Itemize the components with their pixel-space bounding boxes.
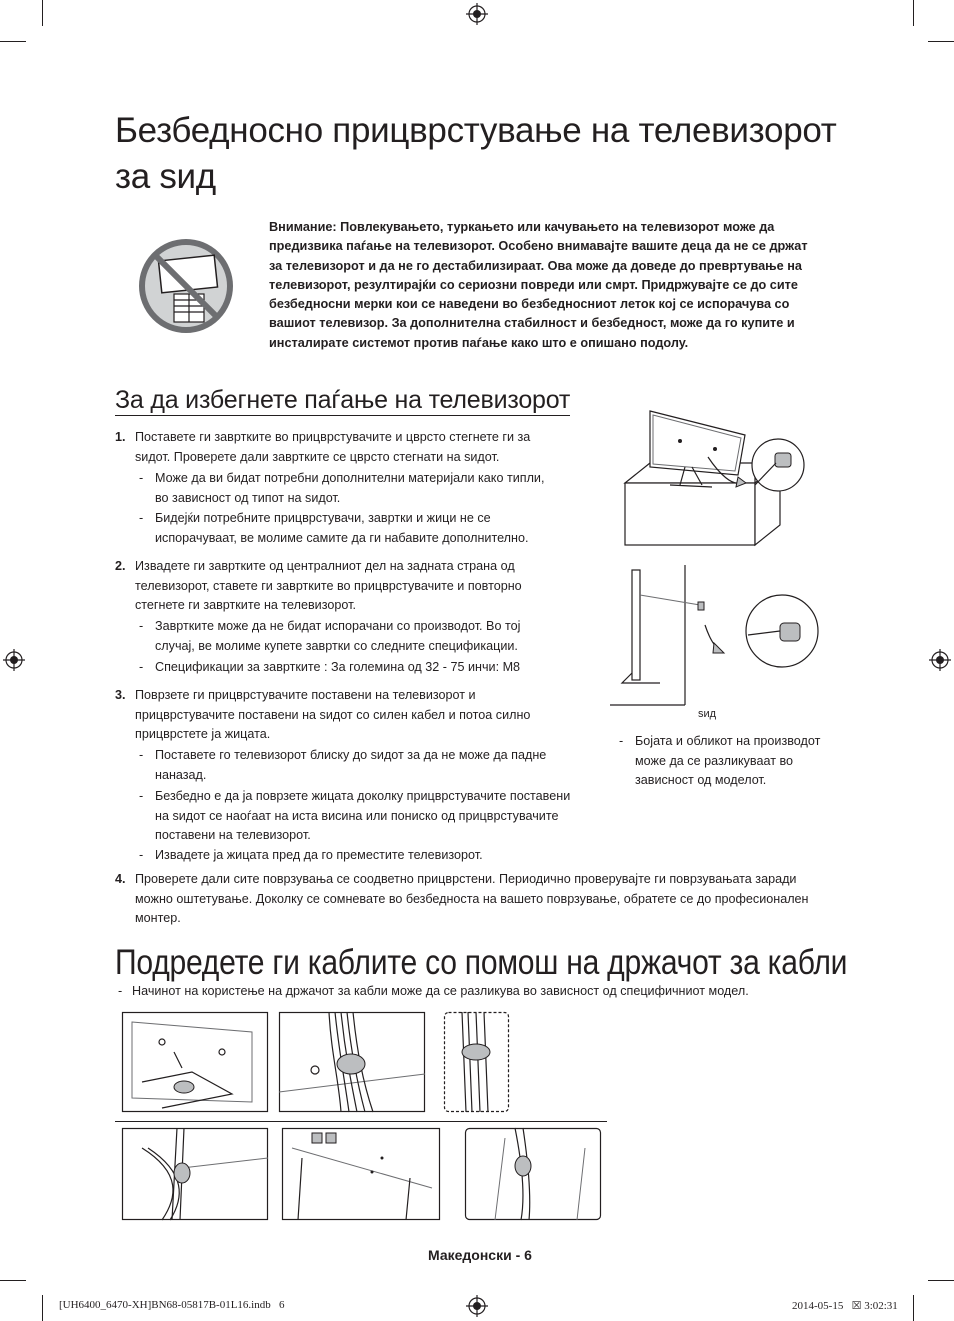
dash-bullet: - (139, 511, 144, 525)
crop-mark (0, 41, 26, 42)
step-subitem (139, 787, 609, 846)
section2-note-text: Начинот на користење на држачот за кабли може да се разликува во зависност од специфичниот модел. (132, 984, 749, 998)
crop-mark (913, 1295, 914, 1321)
step-subitem (139, 617, 599, 656)
step-line: прицврстувачите поставени на ѕидот со силен кабел и потоа силно (135, 707, 531, 722)
cable-holder-step-illustration (465, 1128, 601, 1220)
warning-line: телевизорот, резултирајќи со сериозни повреди или смрт. Придржувајте се до сите (269, 277, 798, 292)
step-subitem (139, 658, 599, 678)
dash-bullet: - (139, 619, 144, 633)
tv-wall-side-illustration (610, 565, 820, 710)
subitem-line: наназад. (155, 767, 207, 782)
page-title-line: за ѕид (115, 157, 216, 196)
subitem-line: во зависност од типот на ѕидот. (155, 490, 341, 505)
crop-mark (42, 1295, 43, 1321)
step-item (115, 686, 595, 745)
dash-bullet: - (139, 848, 144, 862)
subitem-line: Бидејќи потребните прицврстувачи, завртки и жици не се (155, 511, 491, 525)
crop-mark (928, 1280, 954, 1281)
page-title (115, 108, 875, 200)
step-line: Поставете ги завртките во прицврстувачите и цврсто стегнете ги за (135, 430, 531, 444)
subitem-line: Спецификации за завртките : За големина од 32 - 75 инчи: M8 (155, 660, 521, 674)
warning-line: безбедносни мерки кои се наведени во безбедносниот леток кој се испорачува со (269, 297, 790, 312)
step-item (115, 557, 595, 616)
crop-mark (928, 41, 954, 42)
cable-holder-step-illustration (122, 1012, 268, 1112)
dash-bullet: - (118, 984, 123, 998)
registration-mark-icon (929, 649, 951, 671)
step-line: можно оштетување. Доколку се сомневате во безбедноста на вашето поврзување, обратете се до професионален (135, 891, 809, 906)
dash-bullet: - (139, 660, 144, 674)
registration-mark-icon (466, 3, 488, 25)
warning-line: инсталирате системот против паѓање како што е опишано подолу. (269, 335, 689, 350)
section2-title: Подредете ги каблите со помош на држачот за кабли (115, 943, 848, 982)
warning-line: Внимание: Повлекувањето, туркањето или качувањето на телевизорот може да (269, 220, 775, 234)
step-line: Проверете дали сите поврзувања се соодветно прицврстени. Периодично проверувајте ги поврзувањата заради (135, 872, 797, 886)
subitem-line: Може да ви бидат потребни дополнителни материјали како типли, (155, 471, 545, 485)
subitem-line: Извадете ја жицата пред да го преместите телевизорот. (155, 848, 483, 862)
warning-line: вашиот телевизор. За дополнителна стабилност и безбедност, може да го купите и (269, 316, 795, 331)
warning-text (269, 218, 849, 353)
step-subitem (139, 846, 609, 866)
step-subitem (139, 469, 599, 508)
section-title-text: За да избегнете паѓање на телевизорот (115, 386, 571, 414)
step-number: 3. (115, 688, 126, 702)
print-slug-right: 2014-05-15 ☒ 3:02:31 (792, 1300, 898, 1312)
step-line: Поврзете ги прицврстувачите поставени на телевизорот и (135, 688, 476, 702)
subitem-line: поставени на телевизорот. (155, 828, 311, 842)
registration-mark-icon (466, 1295, 488, 1317)
no-climbing-warning-icon (138, 238, 234, 334)
page-title-line: Безбедносно прицврстување на телевизорот (115, 111, 837, 150)
section-title (115, 385, 570, 415)
figure-note-line: може да се разликуваат во (635, 753, 794, 768)
crop-mark (42, 0, 43, 26)
step-line: ѕидот. Проверете дали завртките се цврсто стегнати на ѕидот. (135, 449, 500, 464)
subitem-line: Завртките може да не бидат испорачани со производот. Во тој (155, 619, 521, 633)
step-line: прицврстете ја жицата. (135, 727, 271, 741)
cable-holder-step-illustration (282, 1128, 440, 1220)
wall-label: ѕид (698, 708, 717, 720)
dash-bullet: - (619, 734, 624, 748)
subitem-line: случај, ве молиме купете завртки со следните спецификации. (155, 638, 518, 653)
crop-mark (0, 1280, 26, 1281)
cable-holder-step-illustration (279, 1012, 425, 1112)
subitem-line: Поставете го телевизорот блиску до ѕидот за да не може да падне (155, 748, 547, 762)
section2-note (118, 982, 878, 1002)
registration-mark-icon (3, 649, 25, 671)
page-number: Македонски - 6 (428, 1247, 532, 1263)
step-line: телевизорот, ставете ги завртките во прицврстувачите и повторно (135, 578, 522, 593)
step-item (115, 870, 845, 929)
figure-note (619, 732, 859, 791)
step-number: 4. (115, 872, 126, 886)
divider (115, 1121, 607, 1122)
subitem-line: испорачуваат, ве молиме самите да ги набавите дополнително. (155, 530, 529, 545)
step-line: Извадете ги завртките од централниот дел на задната страна од (135, 559, 515, 573)
step-subitem (139, 509, 599, 548)
tv-stand-anchor-illustration (620, 405, 810, 550)
warning-line: предизвика паѓање на телевизорот. Особено внимавајте вашите деца да не се држат (269, 239, 808, 254)
step-line: монтер. (135, 911, 181, 925)
cable-holder-step-illustration (122, 1128, 268, 1220)
dash-bullet: - (139, 789, 144, 803)
step-number: 2. (115, 559, 126, 573)
step-number: 1. (115, 430, 126, 444)
subitem-line: Безбедно е да ја поврзете жицата доколку прицврстувачите поставени (155, 789, 571, 803)
dash-bullet: - (139, 471, 144, 485)
step-item (115, 428, 595, 467)
subitem-line: на ѕидот се наоѓаат на иста висина или пониско од прицврстувачите (155, 808, 559, 823)
warning-line: за телевизорот и да не го дестабилизираат. Ова може да доведе до превртување на (269, 258, 802, 273)
step-line: стегнете ги завртките на телевизорот. (135, 598, 356, 612)
dash-bullet: - (139, 748, 144, 762)
step-subitem (139, 746, 609, 785)
figure-note-line: Бојата и обликот на производот (635, 734, 821, 748)
crop-mark (913, 0, 914, 26)
figure-note-line: зависност од моделот. (635, 773, 767, 787)
cable-holder-step-illustration (444, 1012, 510, 1112)
print-slug-left: [UH6400_6470-XH]BN68-05817B-01L16.indb 6 (59, 1299, 285, 1311)
